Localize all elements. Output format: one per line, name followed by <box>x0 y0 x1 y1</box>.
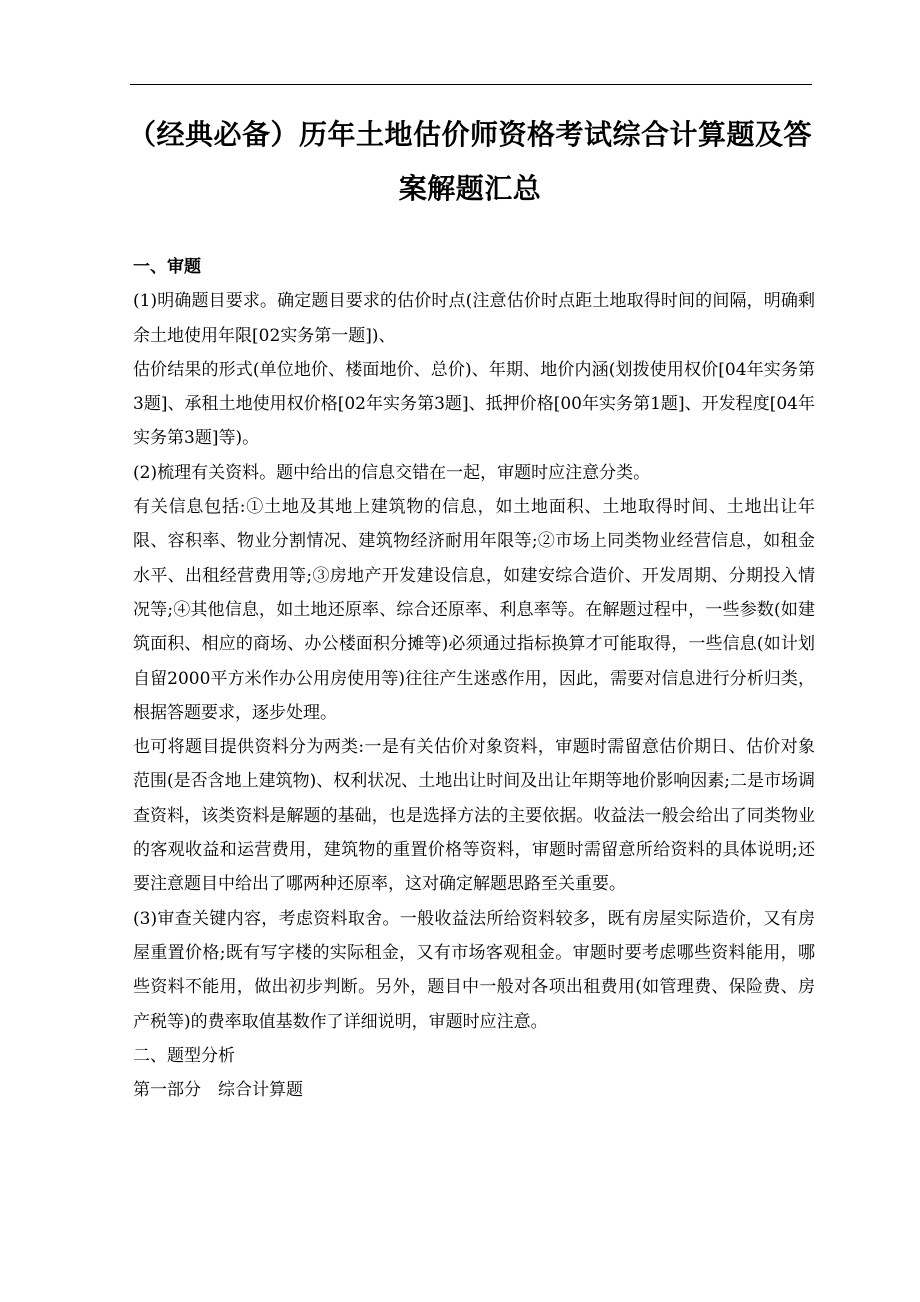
document-body <box>133 250 815 1107</box>
paragraph-3: (2)梳理有关资料。题中给出的信息交错在一起，审题时应注意分类。 <box>133 462 651 483</box>
section-heading-analysis: 二、题型分析 <box>133 1045 235 1066</box>
paragraph-6: (3)审查关键内容，考虑资料取舍。一般收益法所给资料较多，既有房屋实际造价，又有房屋重置价格;既有写字楼的实际租金，又有市场客观租金。审题时要考虑哪些资料能用，哪些资料不能用，做出初步判断。另外，题目中一般对各项出租费用(如管理费、保险费、房产税等)的费率取值基数作了详细说明，审题时应注意。 <box>133 908 815 1032</box>
paragraph-5: 也可将题目提供资料分为两类:一是有关估价对象资料，审题时需留意估价期日、估价对象范围(是否含地上建筑物)、权利状况、土地出让时间及出让年期等地价影响因素;二是市场调查资料，该类资料是解题的基础，也是选择方法的主要依据。收益法一般会给出了同类物业的客观收益和运营费用，建筑物的重置价格等资料，审题时需留意所给资料的具体说明;还要注意题目中给出了哪两种还原率，这对确定解题思路至关重要。 <box>133 737 815 895</box>
header-rule <box>130 84 812 85</box>
paragraph-1: (1)明确题目要求。确定题目要求的估价时点(注意估价时点距土地取得时间的间隔，明确剩余土地使用年限[02实务第一题])、 <box>133 291 815 346</box>
section-heading-review: 一、审题 <box>133 257 201 277</box>
subsection-heading-part-one: 第一部分 综合计算题 <box>133 1080 303 1101</box>
paragraph-2: 估价结果的形式(单位地价、楼面地价、总价)、年期、地价内涵(划拨使用权价[04年实务第3题]、承租土地使用权价格[02年实务第3题]、抵押价格[00年实务第1题]、开发程度[04年实务第3题]等)。 <box>133 359 815 449</box>
document-title: （经典必备）历年土地估价师资格考试综合计算题及答案解题汇总 <box>127 118 812 205</box>
paragraph-4: 有关信息包括:①土地及其地上建筑物的信息，如土地面积、土地取得时间、土地出让年限、容积率、物业分割情况、建筑物经济耐用年限等;②市场上同类物业经营信息，如租金水平、出租经营费用等;③房地产开发建设信息，如建安综合造价、开发周期、分期投入情况等;④其他信息，如土地还原率、综合还原率、利息率等。在解题过程中，一些参数(如建筑面积、相应的商场、办公楼面积分摊等)必须通过指标换算才可能取得，一些信息(如计划自留2000平方米作办公用房使用等)往往产生迷惑作用，因此，需要对信息进行分析归类，根据答题要求，逐步处理。 <box>133 497 815 723</box>
